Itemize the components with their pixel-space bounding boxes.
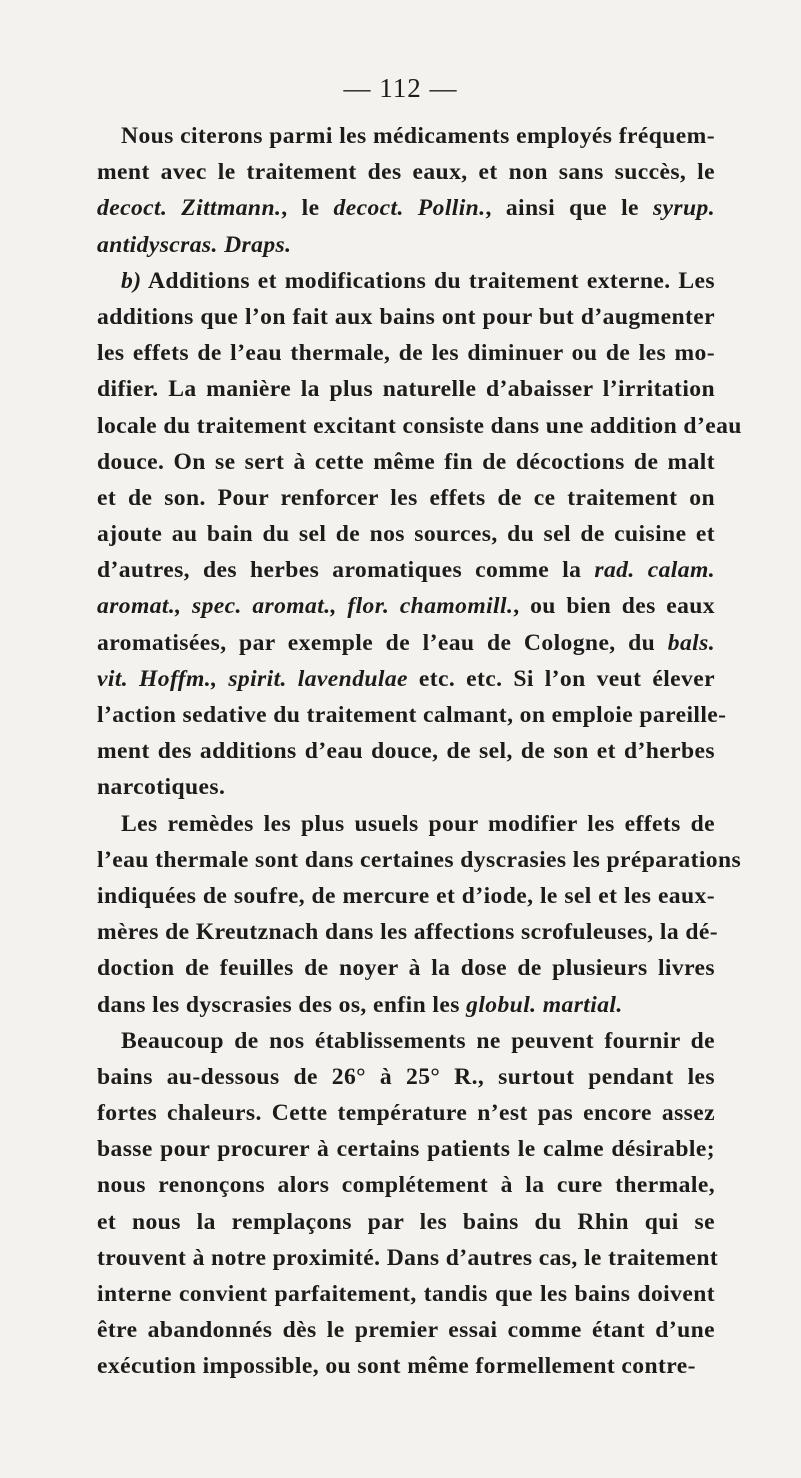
text-segment: Les remèdes les plus usuels pour modifier les effets de: [121, 810, 715, 837]
text-segment: fortes chaleurs. Cette température n’est pas encore assez: [97, 1100, 715, 1127]
text-segment: additions que l’on fait aux bains ont pour but d’augmenter: [97, 303, 715, 330]
text-line: [97, 588, 715, 624]
text-line: [97, 263, 715, 299]
text-line: [97, 335, 715, 371]
text-line: [97, 1095, 715, 1131]
text-line: [97, 1240, 719, 1276]
text-segment: Nous citerons parmi les médicaments employés fréquem-: [121, 123, 715, 149]
page-header: — 112 —: [343, 73, 458, 103]
text-segment: dans les dyscrasies des os, enfin les: [97, 991, 467, 1018]
italic-text: globul. martial.: [466, 991, 623, 1018]
text-line: [97, 987, 715, 1023]
text-segment: mères de Kreutznach dans les affections scrofuleuses, la dé-: [97, 919, 718, 946]
text-line: [97, 769, 715, 805]
text-line: [97, 190, 715, 226]
text-segment: exécution impossible, ou sont même formellement contre-: [97, 1353, 696, 1380]
italic-text: decoct. Pollin.: [333, 195, 486, 222]
text-segment: l’action sedative du traitement calmant, on emploie pareille-: [97, 702, 727, 728]
text-line: [97, 154, 715, 190]
text-line: [97, 552, 715, 588]
text-segment: ment des additions d’eau douce, de sel, de son et d’herbes: [97, 738, 715, 765]
text-line: [97, 806, 715, 842]
text-segment: ment avec le traitement des eaux, et non sans succès, le: [97, 159, 715, 186]
text-line: [97, 1348, 715, 1384]
italic-text: b): [121, 267, 142, 294]
paragraph: [97, 263, 742, 806]
text-segment: nous renonçons alors complétement à la cure thermale,: [97, 1172, 715, 1199]
paragraph: [97, 1023, 719, 1385]
text-segment: , ou bien des eaux: [513, 593, 715, 620]
text-line: [97, 299, 715, 335]
text-segment: narcotiques.: [97, 774, 226, 801]
italic-text: syrup.: [652, 195, 715, 222]
text-line: [97, 227, 715, 263]
text-line: [97, 1023, 715, 1059]
text-line: [97, 1204, 715, 1240]
text-line: [97, 408, 742, 444]
italic-text: antidyscras. Draps.: [97, 231, 292, 258]
text-line: [97, 1167, 715, 1203]
text-line: [97, 625, 715, 661]
text-segment: doction de feuilles de noyer à la dose de plusieurs livres: [97, 955, 715, 982]
text-line: [97, 516, 715, 552]
text-segment: indiquées de soufre, de mercure et d’iode, le sel et les eaux-: [97, 882, 715, 909]
text-segment: Additions et modifications du traitement externe. Les: [141, 267, 715, 294]
text-segment: Beaucoup de nos établissements ne peuvent fournir de: [121, 1027, 715, 1054]
text-segment: , ainsi que le: [485, 195, 653, 222]
text-segment: l’eau thermale sont dans certaines dyscrasies les préparations: [97, 846, 742, 873]
text-segment: et nous la remplaçons par les bains du Rhin qui se: [97, 1208, 715, 1235]
text-line: [97, 842, 742, 878]
text-line: [97, 661, 715, 697]
text-line: [97, 1276, 715, 1312]
text-segment: être abandonnés dès le premier essai comme étant d’une: [97, 1317, 715, 1344]
italic-text: vit. Hoffm., spirit. lavendulae: [97, 665, 408, 692]
paragraph: [97, 806, 742, 1023]
text-segment: locale du traitement excitant consiste dans une addition d’eau: [97, 412, 742, 439]
text-segment: les effets de l’eau thermale, de les diminuer ou de les mo-: [97, 340, 715, 367]
text-line: [97, 444, 715, 480]
italic-text: decoct. Zittmann.: [97, 195, 282, 222]
text-line: [97, 878, 715, 914]
text-segment: difier. La manière la plus naturelle d’abaisser l’irritation: [97, 376, 715, 403]
text-line: [97, 1131, 715, 1167]
text-line: [97, 697, 727, 733]
text-segment: douce. On se sert à cette même fin de décoctions de malt: [97, 448, 715, 475]
text-segment: aromatisées, par exemple de l’eau de Cologne, du: [97, 629, 668, 656]
italic-text: aromat., spec. aromat., flor. chamomill.: [97, 593, 514, 620]
text-line: [97, 118, 715, 154]
text-segment: et de son. Pour renforcer les effets de ce traitement on: [97, 484, 715, 511]
italic-text: bals.: [667, 629, 715, 656]
text-segment: d’autres, des herbes aromatiques comme la: [97, 557, 595, 584]
text-line: [97, 371, 715, 407]
text-line: [97, 1059, 715, 1095]
paragraph: [97, 118, 715, 263]
text-segment: interne convient parfaitement, tandis que les bains doivent: [97, 1281, 715, 1307]
italic-text: rad. calam.: [594, 557, 715, 584]
text-line: [97, 914, 718, 950]
text-segment: etc. etc. Si l’on veut élever: [407, 665, 715, 692]
text-line: [97, 950, 715, 986]
text-line: [97, 1312, 715, 1348]
text-segment: trouvent à notre proximité. Dans d’autres cas, le traitement: [97, 1244, 719, 1271]
text-segment: bains au-dessous de 26° à 25° R., surtout pendant les: [97, 1063, 715, 1090]
text-segment: basse pour procurer à certains patients le calme désirable;: [97, 1136, 715, 1163]
text-line: [97, 733, 715, 769]
text-line: [97, 480, 715, 516]
body-text: [97, 118, 742, 1385]
text-segment: , le: [281, 195, 334, 222]
text-segment: ajoute au bain du sel de nos sources, du sel de cuisine et: [97, 521, 715, 548]
